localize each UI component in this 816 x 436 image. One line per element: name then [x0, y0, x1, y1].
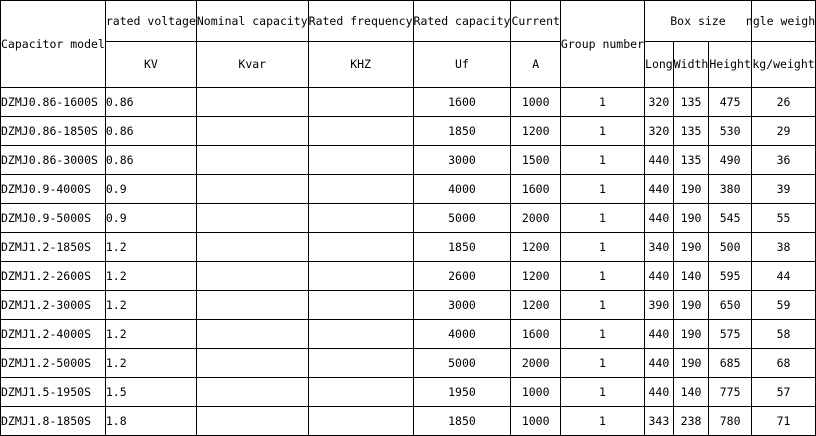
cell-group: 1	[560, 378, 644, 407]
cell-nominal	[196, 407, 308, 436]
cell-weight: 39	[751, 175, 815, 204]
cell-weight: 44	[751, 262, 815, 291]
cell-model: DZMJ0.9-4000S	[1, 175, 106, 204]
cell-height: 775	[709, 378, 752, 407]
cell-weight: 36	[751, 146, 815, 175]
cell-width: 190	[673, 349, 709, 378]
cell-width: 140	[673, 262, 709, 291]
cell-height: 780	[709, 407, 752, 436]
header-group-number: Group number	[560, 1, 644, 88]
cell-width: 190	[673, 233, 709, 262]
cell-group: 1	[560, 175, 644, 204]
cell-current: 1600	[511, 175, 560, 204]
cell-weight: 58	[751, 320, 815, 349]
cell-width: 190	[673, 320, 709, 349]
cell-height: 380	[709, 175, 752, 204]
cell-model: DZMJ1.2-1850S	[1, 233, 106, 262]
cell-current: 1200	[511, 233, 560, 262]
cell-frequency	[308, 204, 413, 233]
table-row	[1, 233, 816, 262]
header-rated-capacity: Rated capacity	[413, 1, 511, 42]
cell-long: 440	[645, 349, 674, 378]
cell-nominal	[196, 378, 308, 407]
header-current: Current	[511, 1, 560, 42]
cell-height: 595	[709, 262, 752, 291]
cell-nominal	[196, 291, 308, 320]
cell-capacity: 1950	[413, 378, 511, 407]
cell-model: DZMJ1.8-1850S	[1, 407, 106, 436]
table-row	[1, 204, 816, 233]
cell-group: 1	[560, 262, 644, 291]
cell-nominal	[196, 175, 308, 204]
table-body	[1, 88, 816, 436]
header-rated-frequency: Rated frequency	[308, 1, 413, 42]
cell-voltage: 1.2	[105, 291, 196, 320]
cell-height: 500	[709, 233, 752, 262]
cell-group: 1	[560, 88, 644, 117]
table-row	[1, 320, 816, 349]
cell-capacity: 1850	[413, 407, 511, 436]
cell-long: 440	[645, 262, 674, 291]
cell-capacity: 4000	[413, 175, 511, 204]
cell-voltage: 0.9	[105, 204, 196, 233]
cell-height: 685	[709, 349, 752, 378]
cell-current: 1200	[511, 291, 560, 320]
cell-model: DZMJ1.2-2600S	[1, 262, 106, 291]
header-single-weight	[745, 1, 816, 42]
cell-long: 340	[645, 233, 674, 262]
cell-weight: 59	[751, 291, 815, 320]
cell-width: 135	[673, 88, 709, 117]
cell-weight: 71	[751, 407, 815, 436]
cell-group: 1	[560, 349, 644, 378]
cell-frequency	[308, 146, 413, 175]
cell-group: 1	[560, 291, 644, 320]
cell-frequency	[308, 378, 413, 407]
cell-frequency	[308, 117, 413, 146]
cell-group: 1	[560, 407, 644, 436]
cell-model: DZMJ1.5-1950S	[1, 378, 106, 407]
header-box-size: Box size	[645, 1, 752, 42]
cell-group: 1	[560, 204, 644, 233]
table-row	[1, 88, 816, 117]
header-nominal-capacity: Nominal capacity	[196, 1, 308, 42]
cell-nominal	[196, 349, 308, 378]
cell-model: DZMJ0.86-3000S	[1, 146, 106, 175]
unit-frequency: KHZ	[308, 42, 413, 88]
cell-nominal	[196, 320, 308, 349]
cell-nominal	[196, 88, 308, 117]
cell-voltage: 1.2	[105, 233, 196, 262]
cell-voltage: 1.5	[105, 378, 196, 407]
cell-model: DZMJ0.9-5000S	[1, 204, 106, 233]
cell-height: 545	[709, 204, 752, 233]
cell-long: 320	[645, 88, 674, 117]
table-row	[1, 291, 816, 320]
header-rated-voltage: rated voltage	[105, 1, 196, 42]
cell-model: DZMJ0.86-1600S	[1, 88, 106, 117]
unit-long: Long	[645, 42, 674, 88]
cell-long: 440	[645, 378, 674, 407]
cell-voltage: 0.86	[105, 88, 196, 117]
cell-width: 238	[673, 407, 709, 436]
cell-voltage: 1.2	[105, 262, 196, 291]
cell-width: 135	[673, 117, 709, 146]
cell-weight: 38	[751, 233, 815, 262]
unit-capacity: Uf	[413, 42, 511, 88]
cell-voltage: 1.2	[105, 320, 196, 349]
cell-width: 140	[673, 378, 709, 407]
cell-frequency	[308, 262, 413, 291]
cell-model: DZMJ1.2-5000S	[1, 349, 106, 378]
cell-frequency	[308, 320, 413, 349]
cell-voltage: 0.86	[105, 117, 196, 146]
cell-width: 135	[673, 146, 709, 175]
cell-voltage: 1.2	[105, 349, 196, 378]
cell-capacity: 3000	[413, 146, 511, 175]
cell-weight: 55	[751, 204, 815, 233]
unit-nominal: Kvar	[196, 42, 308, 88]
cell-frequency	[308, 88, 413, 117]
cell-current: 1600	[511, 320, 560, 349]
cell-width: 190	[673, 175, 709, 204]
cell-height: 650	[709, 291, 752, 320]
cell-capacity: 2600	[413, 262, 511, 291]
unit-width: Width	[673, 42, 709, 88]
cell-nominal	[196, 146, 308, 175]
cell-nominal	[196, 262, 308, 291]
table-row	[1, 378, 816, 407]
cell-long: 343	[645, 407, 674, 436]
cell-weight: 57	[751, 378, 815, 407]
cell-weight: 68	[751, 349, 815, 378]
cell-nominal	[196, 204, 308, 233]
table-row	[1, 175, 816, 204]
cell-height: 530	[709, 117, 752, 146]
cell-model: DZMJ1.2-4000S	[1, 320, 106, 349]
cell-current: 2000	[511, 349, 560, 378]
cell-long: 440	[645, 175, 674, 204]
cell-capacity: 1600	[413, 88, 511, 117]
cell-capacity: 5000	[413, 204, 511, 233]
unit-voltage: KV	[105, 42, 196, 88]
header-single-weight-text: ngle weigh	[745, 13, 816, 28]
cell-capacity: 3000	[413, 291, 511, 320]
cell-long: 440	[645, 204, 674, 233]
header-capacitor-model: Capacitor model	[1, 1, 106, 88]
cell-capacity: 4000	[413, 320, 511, 349]
cell-group: 1	[560, 320, 644, 349]
cell-current: 1000	[511, 88, 560, 117]
cell-width: 190	[673, 204, 709, 233]
table-row	[1, 262, 816, 291]
cell-current: 1200	[511, 117, 560, 146]
cell-model: DZMJ0.86-1850S	[1, 117, 106, 146]
cell-voltage: 0.9	[105, 175, 196, 204]
table-row	[1, 117, 816, 146]
unit-current: A	[511, 42, 560, 88]
cell-capacity: 5000	[413, 349, 511, 378]
unit-weight: kg/weight	[751, 42, 815, 88]
cell-long: 440	[645, 146, 674, 175]
cell-current: 1000	[511, 407, 560, 436]
cell-frequency	[308, 349, 413, 378]
cell-frequency	[308, 175, 413, 204]
cell-long: 320	[645, 117, 674, 146]
cell-height: 575	[709, 320, 752, 349]
cell-capacity: 1850	[413, 117, 511, 146]
cell-weight: 29	[751, 117, 815, 146]
cell-frequency	[308, 291, 413, 320]
cell-frequency	[308, 233, 413, 262]
cell-current: 1500	[511, 146, 560, 175]
cell-capacity: 1850	[413, 233, 511, 262]
table-row	[1, 349, 816, 378]
cell-voltage: 0.86	[105, 146, 196, 175]
table-row	[1, 146, 816, 175]
cell-current: 1000	[511, 378, 560, 407]
cell-frequency	[308, 407, 413, 436]
cell-group: 1	[560, 117, 644, 146]
unit-height: Height	[709, 42, 752, 88]
cell-width: 190	[673, 291, 709, 320]
cell-weight: 26	[751, 88, 815, 117]
cell-height: 475	[709, 88, 752, 117]
cell-voltage: 1.8	[105, 407, 196, 436]
cell-nominal	[196, 117, 308, 146]
cell-model: DZMJ1.2-3000S	[1, 291, 106, 320]
table-row	[1, 407, 816, 436]
cell-long: 390	[645, 291, 674, 320]
cell-nominal	[196, 233, 308, 262]
cell-current: 2000	[511, 204, 560, 233]
cell-current: 1200	[511, 262, 560, 291]
cell-group: 1	[560, 233, 644, 262]
cell-height: 490	[709, 146, 752, 175]
cell-group: 1	[560, 146, 644, 175]
cell-long: 440	[645, 320, 674, 349]
